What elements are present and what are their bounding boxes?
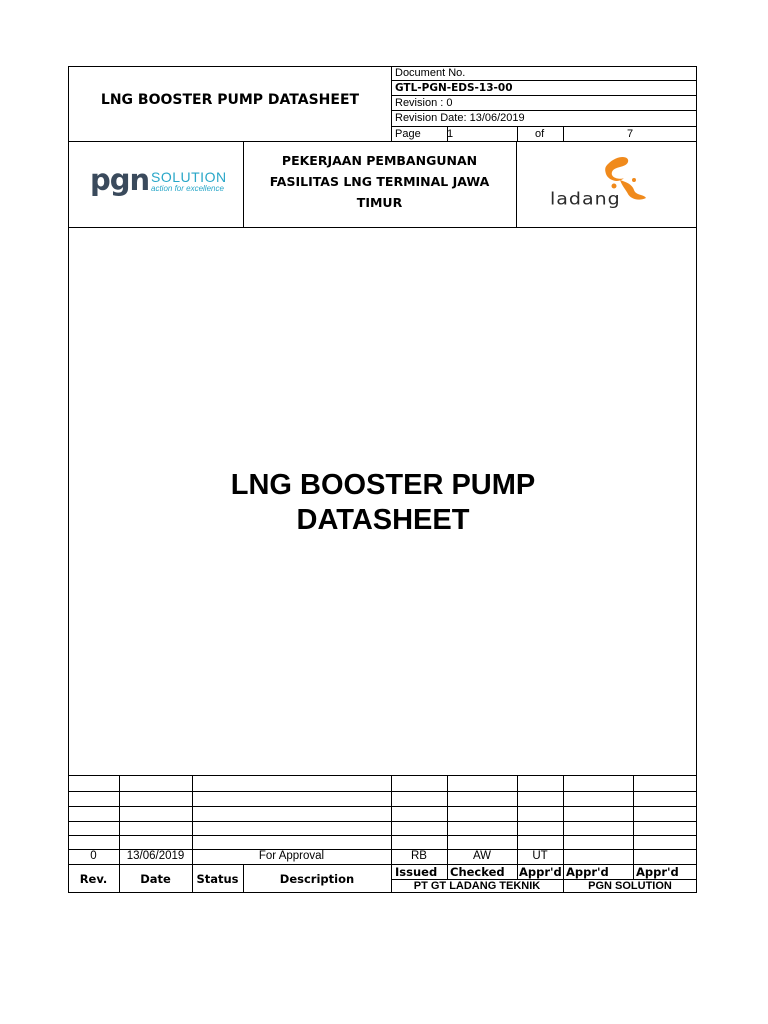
main-title-line-2: DATASHEET [296, 504, 470, 536]
rev-col-divider [633, 775, 634, 879]
header-title: LNG BOOSTER PUMP DATASHEET [100, 92, 360, 108]
pgn-tagline: action for excellence [151, 184, 224, 193]
company-pgn: PGN SOLUTION [588, 880, 672, 892]
pgn-logo-text: pgn [90, 163, 150, 197]
header-divider [391, 66, 392, 141]
ladang-logo-text: ladang [550, 189, 621, 209]
rev-col-divider [517, 775, 518, 879]
rev-header-description: Description [279, 872, 355, 886]
logo-bottom-line [68, 227, 697, 228]
project-line-1: PEKERJAAN PEMBANGUNAN [281, 153, 478, 168]
rev-table-line [68, 791, 697, 792]
rev-issued: RB [411, 850, 427, 862]
pgn-solution-logo [90, 163, 240, 203]
rev-header-approved-3: Appr'd [636, 865, 679, 879]
page-label: Page [395, 128, 421, 140]
pgn-solution-text: SOLUTION [151, 169, 227, 185]
page-current: 1 [447, 128, 454, 140]
project-title [244, 150, 515, 213]
document-no: GTL-PGN-EDS-13-00 [395, 82, 513, 94]
rev-approved: UT [532, 850, 548, 862]
project-line-3: TIMUR [356, 195, 403, 210]
revision-date: Revision Date: 13/06/2019 [395, 112, 525, 124]
page-cell-divider [563, 126, 564, 141]
rev-header-approved-1: Appr'd [519, 865, 562, 879]
rev-description: For Approval [258, 850, 325, 862]
rev-table-line [68, 821, 697, 822]
main-title [69, 468, 697, 538]
rev-header-status: Status [196, 872, 239, 886]
page-total: 7 [627, 128, 634, 140]
page-cell-divider [517, 126, 518, 141]
rev-header-date: Date [140, 872, 171, 886]
rev-date: 13/06/2019 [126, 850, 185, 862]
rev-col-divider [391, 775, 392, 893]
rev-number: 0 [90, 850, 97, 862]
rev-table-line [68, 835, 697, 836]
rev-header-issued: Issued [395, 865, 438, 879]
rev-header-checked: Checked [450, 865, 505, 879]
project-line-2: FASILITAS LNG TERMINAL JAWA [269, 174, 490, 189]
rev-table-line [68, 806, 697, 807]
rev-table-line [68, 775, 697, 776]
logo-divider [516, 141, 517, 227]
main-title-line-1: LNG BOOSTER PUMP [230, 469, 536, 501]
rev-checked: AW [472, 850, 492, 862]
rev-col-divider [447, 775, 448, 879]
ladang-logo [548, 150, 658, 216]
document-no-label: Document No. [395, 67, 466, 79]
rev-header-approved-2: Appr'd [566, 865, 609, 879]
header-bottom-line [68, 141, 697, 142]
page-of: of [535, 128, 545, 140]
revision-label: Revision : 0 [395, 97, 453, 109]
company-ladang: PT GT LADANG TEKNIK [413, 880, 541, 892]
rev-header-rev: Rev. [79, 872, 108, 886]
rev-col-divider [563, 775, 564, 893]
